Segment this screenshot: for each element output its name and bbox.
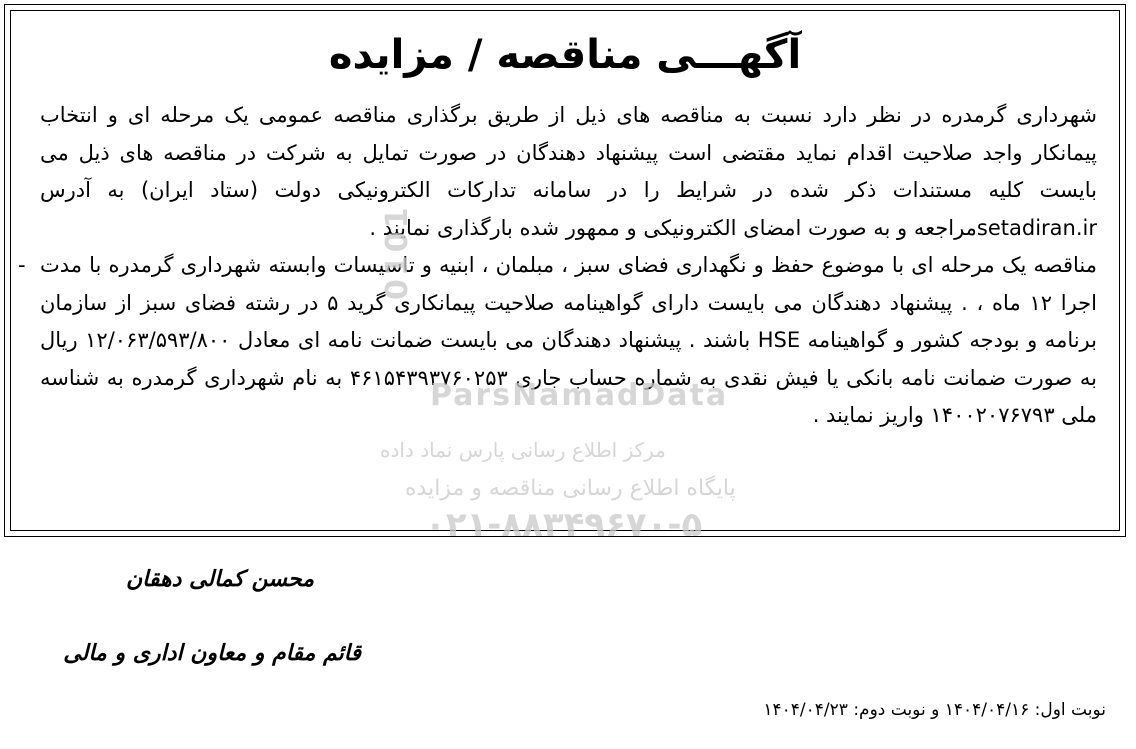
- watermark-phone: ۰۲۱-۸۸۳۴۹۶۷۰-۵: [425, 505, 703, 545]
- notice-item-paragraph: [18, 247, 1097, 435]
- bullet-dash: -: [18, 253, 26, 277]
- notice-intro-paragraph: شهرداری گرمدره در نظر دارد نسبت به مناقصه های ذیل از طریق برگذاری مناقصه عمومی یک مرحله ای و انتخاب پیمانکار واجد صلاحیت اقدام نماید مقتضی است پیشنهاد دهندگان در صورت تمایل به شرکت در مناقصه های ذیل می بایست کلیه مستندات ذکر شده در شرایط را در سامانه تدارکات الکترونیکی دولت (ستاد ایران) به آدرس setadiran.irمراجعه و به صورت امضای الکترونیکی و ممهور شده بارگذاری نمایند .: [40, 103, 1097, 240]
- notice-outer-frame: [4, 4, 1126, 537]
- signatory-name: محسن کمالی دهقان: [126, 566, 314, 592]
- watermark-brand: ParsNamadData: [430, 378, 729, 413]
- notice-body: [18, 97, 1097, 435]
- publication-dates: نوبت اول: ۱۴۰۴/۰۴/۱۶ و نوبت دوم: ۱۴۰۴/۰۴/۲۳: [763, 700, 1106, 720]
- notice-item-text: مناقصه یک مرحله ای با موضوع حفظ و نگهداری فضای سبز ، مبلمان ، ابنیه و تاسیسات وابسته شهرداری گرمدره با مدت اجرا ۱۲ ماه ، . پیشنهاد دهندگان می بایست دارای گواهینامه صلاحیت پیمانکاری گرید ۵ در رشته فضای سبز از سازمان برنامه و بودجه کشور و گواهینامه HSE باشند . پیشنهاد دهندگان می بایست ضمانت نامه ای معادل ۱۲/۰۶۳/۵۹۳/۸۰۰ ریال به صورت ضمانت نامه بانکی یا فیش نقدی به شماره حساب جاری ۴۶۱۵۴۳۹۳۷۶۰۲۵۳ به نام شهرداری گرمدره به شناسه ملی ۱۴۰۰۲۰۷۶۷۹۳ واریز نمایند .: [40, 253, 1097, 427]
- watermark-subtitle-info-center: مرکز اطلاع رسانی پارس نماد داده: [380, 438, 666, 462]
- notice-title: آگهـــی مناقصه / مزایده: [328, 32, 802, 78]
- watermark-subtitle-tender-portal: پایگاه اطلاع رسانی مناقصه و مزایده: [405, 476, 736, 501]
- watermark-code: 0101: [380, 204, 415, 300]
- signatory-title: قائم مقام و معاون اداری و مالی: [63, 640, 361, 666]
